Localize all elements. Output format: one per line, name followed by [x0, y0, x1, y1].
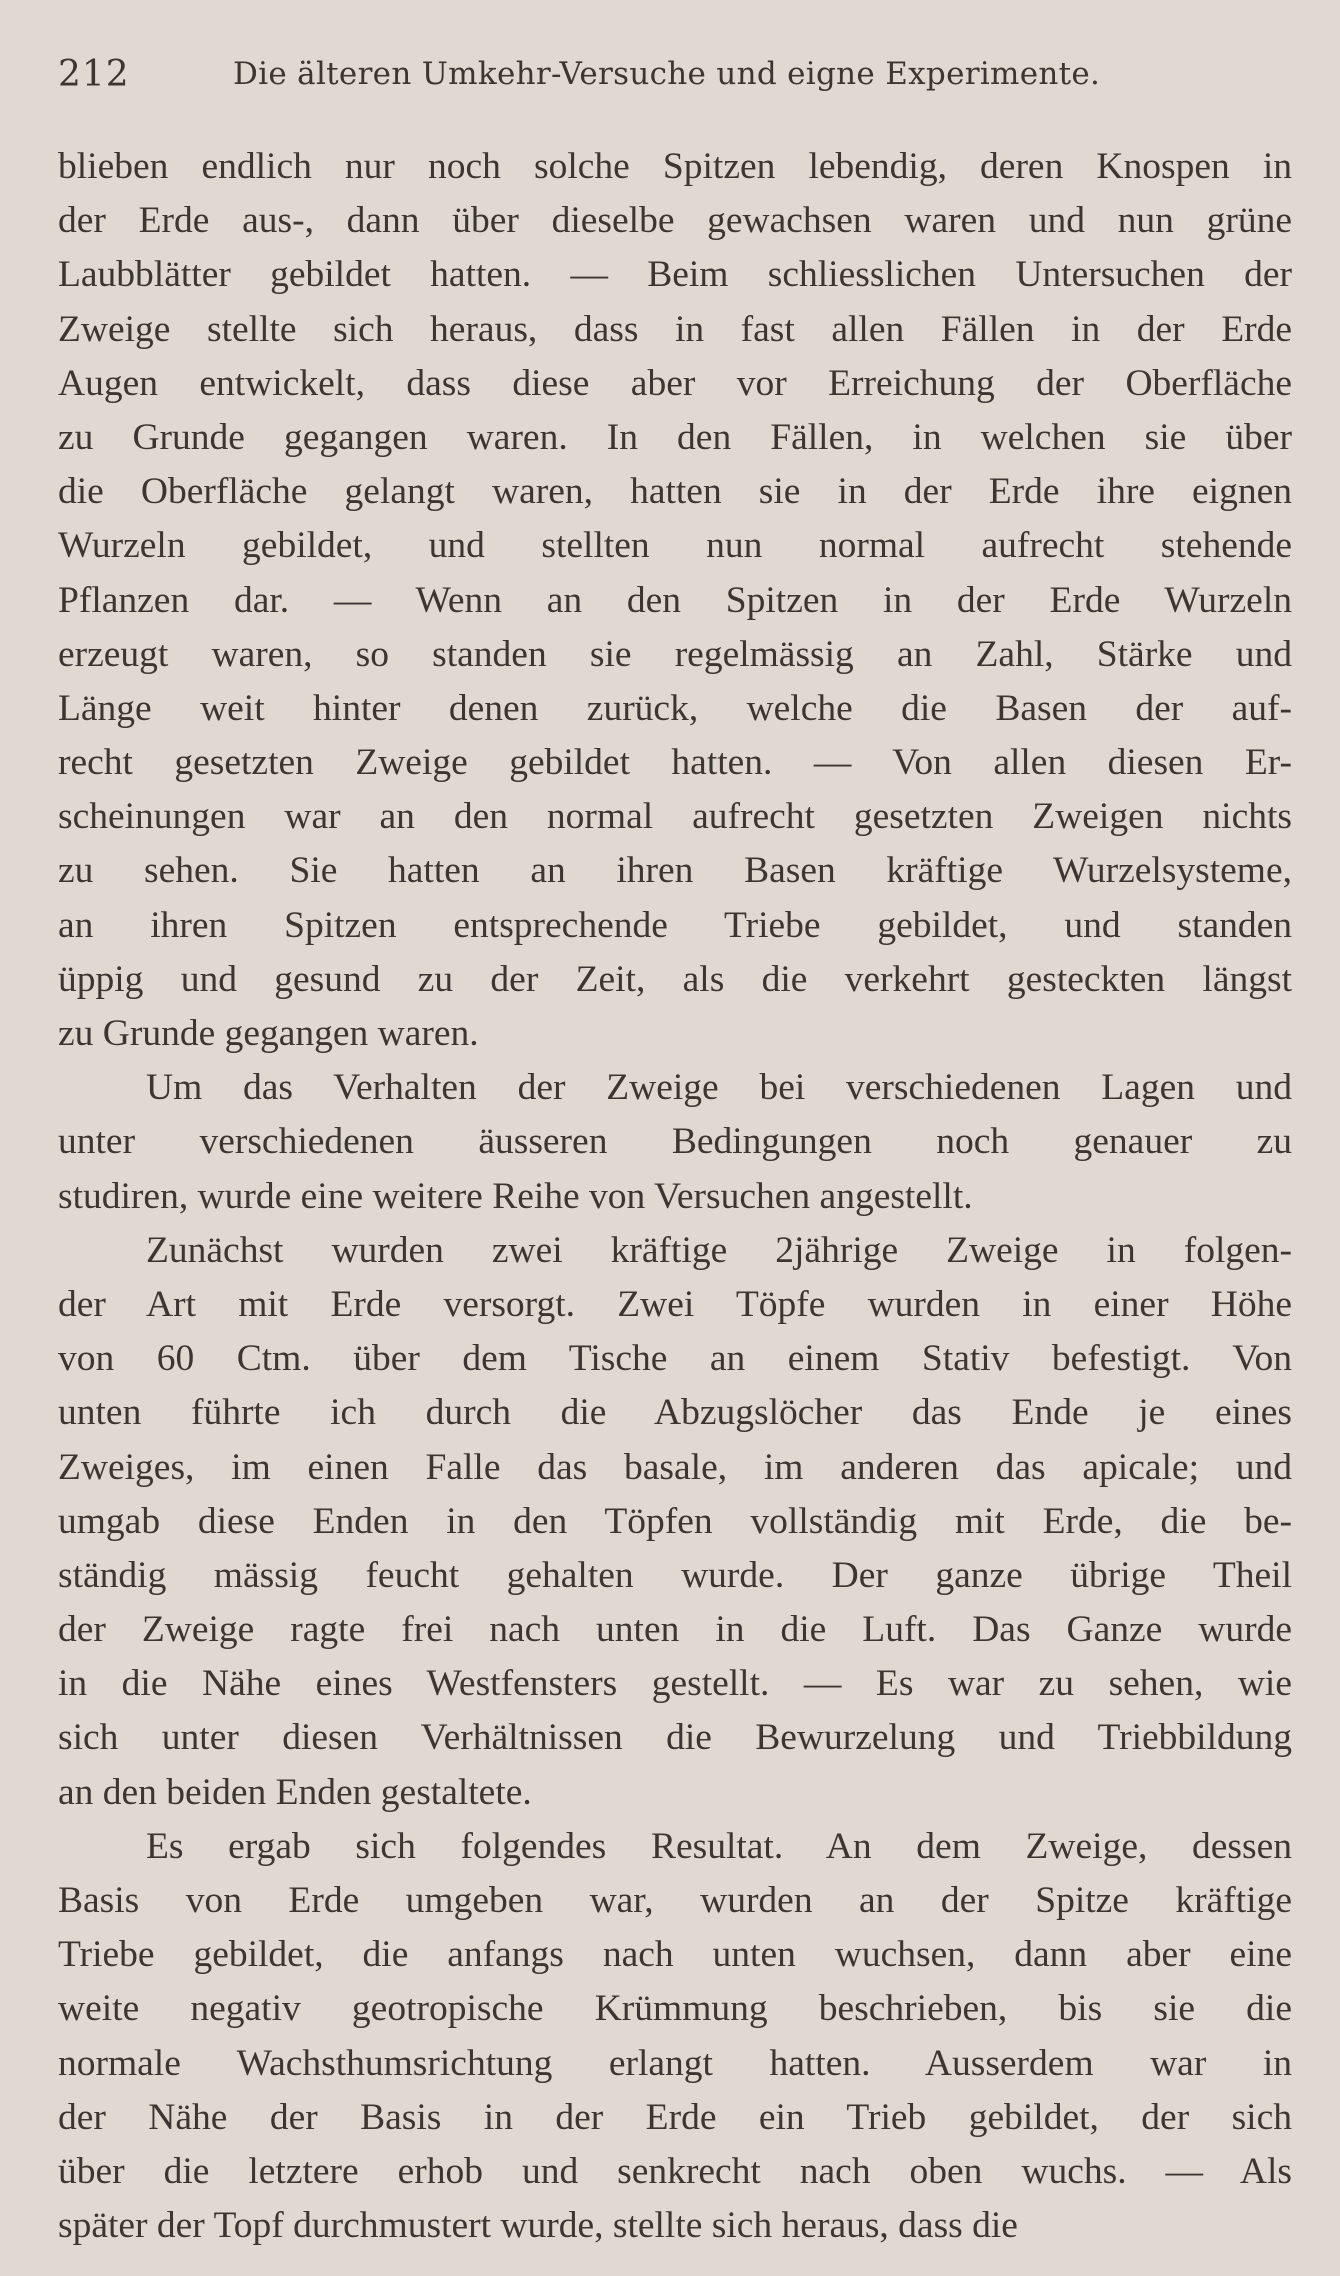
- text-line: an den beiden Enden gestaltete.: [58, 1771, 532, 1813]
- running-head-title: Die älteren Umkehr-Versuche und eigne Experimente.: [233, 56, 1101, 92]
- text-line: blieben endlich nur noch solche Spitzen lebendig, deren Knospen in: [58, 146, 1292, 187]
- text-line: Basis von Erde umgeben war, wurden an der Spitze kräftige: [58, 1880, 1292, 1921]
- page-number: 212: [58, 54, 130, 95]
- text-line: in die Nähe eines Westfensters gestellt. — Es war zu sehen, wie: [58, 1663, 1292, 1705]
- text-line: der Zweige ragte frei nach unten in die Luft. Das Ganze wurde: [58, 1609, 1292, 1651]
- text-line: später der Topf durchmustert wurde, stellte sich heraus, dass die: [58, 2205, 1018, 2247]
- text-line: Es ergab sich folgendes Resultat. An dem Zweige, dessen: [146, 1825, 1292, 1867]
- body-text: [58, 140, 1292, 2253]
- text-line: an ihren Spitzen entsprechende Triebe gebildet, und standen: [58, 904, 1292, 946]
- text-line: zu sehen. Sie hatten an ihren Basen kräftige Wurzelsysteme,: [58, 850, 1292, 892]
- paragraph: [58, 140, 1292, 1061]
- text-line: umgab diese Enden in den Töpfen vollständig mit Erde, die be-: [58, 1500, 1292, 1542]
- text-line: sich unter diesen Verhältnissen die Bewurzelung und Triebbildung: [58, 1717, 1292, 1759]
- text-line: über die letztere erhob und senkrecht nach oben wuchs. — Als: [58, 2150, 1292, 2192]
- text-line: Um das Verhalten der Zweige bei verschiedenen Lagen und: [146, 1067, 1292, 1109]
- text-line: unten führte ich durch die Abzugslöcher das Ende je eines: [58, 1392, 1292, 1434]
- text-line: studiren, wurde eine weitere Reihe von Versuchen angestellt.: [58, 1175, 973, 1217]
- text-line: Zunächst wurden zwei kräftige 2jährige Zweige in folgen-: [146, 1229, 1292, 1271]
- text-line: zu Grunde gegangen waren. In den Fällen, in welchen sie über: [58, 416, 1292, 458]
- text-line: Pflanzen dar. — Wenn an den Spitzen in der Erde Wurzeln: [58, 579, 1292, 621]
- text-line: der Nähe der Basis in der Erde ein Trieb gebildet, der sich: [58, 2096, 1292, 2138]
- text-line: weite negativ geotropische Krümmung beschrieben, bis sie die: [58, 1988, 1292, 2030]
- text-line: erzeugt waren, so standen sie regelmässig an Zahl, Stärke und: [58, 633, 1292, 675]
- text-line: üppig und gesund zu der Zeit, als die verkehrt gesteckten längst: [58, 958, 1292, 1000]
- text-line: Augen entwickelt, dass diese aber vor Erreichung der Oberfläche: [58, 362, 1292, 404]
- text-line: Wurzeln gebildet, und stellten nun normal aufrecht stehende: [58, 525, 1292, 567]
- text-line: normale Wachsthumsrichtung erlangt hatten. Ausserdem war in: [58, 2042, 1292, 2084]
- paragraph: [58, 1820, 1292, 2254]
- text-line: der Art mit Erde versorgt. Zwei Töpfe wurden in einer Höhe: [58, 1283, 1292, 1325]
- text-line: scheinungen war an den normal aufrecht gesetzten Zweigen nichts: [58, 796, 1292, 838]
- text-line: die Oberfläche gelangt waren, hatten sie in der Erde ihre eignen: [58, 471, 1292, 513]
- text-line: unter verschiedenen äusseren Bedingungen noch genauer zu: [58, 1121, 1292, 1163]
- text-line: Laubblätter gebildet hatten. — Beim schliesslichen Untersuchen der: [58, 254, 1292, 296]
- text-line: zu Grunde gegangen waren.: [58, 1013, 479, 1054]
- text-line: Zweiges, im einen Falle das basale, im anderen das apicale; und: [58, 1446, 1292, 1488]
- text-line: ständig mässig feucht gehalten wurde. Der ganze übrige Theil: [58, 1554, 1292, 1596]
- text-line: von 60 Ctm. über dem Tische an einem Stativ befestigt. Von: [58, 1338, 1292, 1380]
- text-line: der Erde aus-, dann über dieselbe gewachsen waren und nun grüne: [58, 200, 1292, 242]
- paragraph: [58, 1224, 1292, 1820]
- text-line: Zweige stellte sich heraus, dass in fast allen Fällen in der Erde: [58, 308, 1292, 350]
- text-line: Triebe gebildet, die anfangs nach unten wuchsen, dann aber eine: [58, 1934, 1292, 1976]
- paragraph: [58, 1061, 1292, 1224]
- running-head: [58, 46, 1288, 102]
- text-line: Länge weit hinter denen zurück, welche die Basen der auf-: [58, 687, 1292, 729]
- text-line: recht gesetzten Zweige gebildet hatten. — Von allen diesen Er-: [58, 742, 1292, 784]
